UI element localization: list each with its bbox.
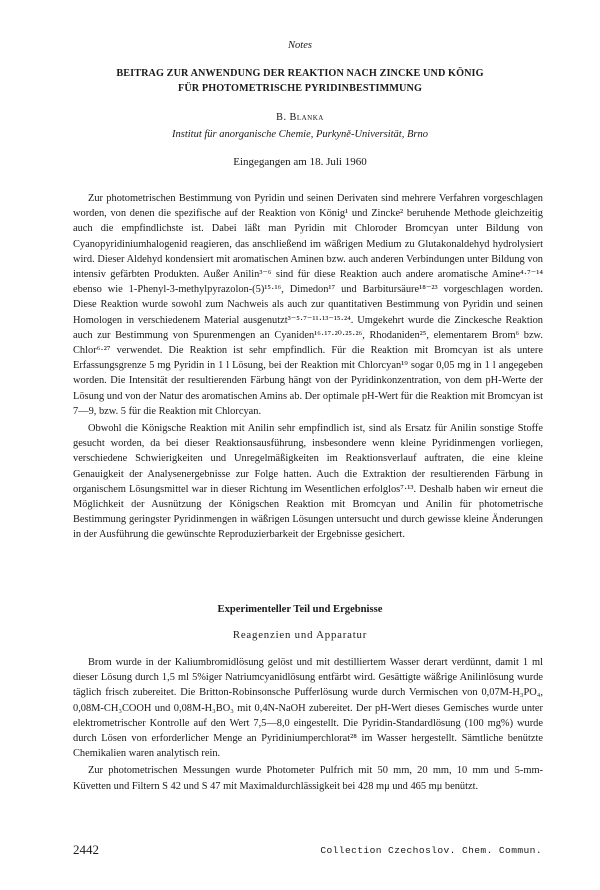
author-name: B. Blanka (276, 112, 324, 123)
page-number: 2442 (73, 842, 99, 857)
experimental-text (73, 655, 543, 796)
received-date: Eingegangen am 18. Juli 1960 (233, 156, 367, 168)
article-title-line-1: BEITRAG ZUR ANWENDUNG DER REAKTION NACH ZINCKE UND KÖNIG (116, 68, 484, 79)
subsection-heading: Reagenzien und Apparatur (232, 629, 368, 641)
introduction-text (73, 191, 543, 545)
paragraph: Zur photometrischen Messungen wurde Photometer Pulfrich mit 50 mm, 20 mm, 10 mm und 5-mm-Küvetten und Filtern S 42 und S 47 mit Maximaldurchlässigkeit bei 428 mμ und 465 mμ benützt. (73, 765, 543, 792)
journal-name: Collection Czechoslov. Chem. Commun. (320, 845, 542, 856)
paragraph: Zur photometrischen Bestimmung von Pyridin und seinen Derivaten sind mehrere Verfahren vorgeschlagen worden, von denen die spezifische auf der Reaktion von König¹ und Zincke² beruhende Methode gleichzeitig auch die empfindlichste ist. Dabei läßt man Pyridin mit Chloroder Bromcyan unter Bildung von Cyanopyridiniumhalogenid reagieren, das anschließend im wäßrigen Medium zu Glutakonaldehyd hydrolysiert wird. Dieser Aldehyd kondensiert mit aromatischen Aminen bzw. auch anderen Verbindungen unter Bildung von intensiv gefärbten Produkten. Außer Anilin³⁻⁶ sind für diese Reaktion auch andere aromatische Amine⁴·⁷⁻¹⁴ ebenso wie 1-Phenyl-3-methylpyrazolon-(5)¹⁵·¹⁶, Dimedon¹⁷ und Barbitursäure¹⁸⁻²³ vorgeschlagen worden. Diese Reaktion wurde sowohl zum Nachweis als auch zur quantitativen Bestimmung von Pyridin und seinen Homologen in verschiedenem Material ausgenutzt³⁻⁵·⁷⁻¹¹·¹³⁻¹⁵·²⁴. Umgekehrt wurde die Zinckesche Reaktion auch zur Bestimmung von Spurenmengen an Cyaniden¹⁶·¹⁷·²⁰·²⁵·²⁶, Rhodaniden²⁵, elementarem Brom⁶ bzw. Chlor⁶·²⁷ verwendet. Die Reaktion ist sehr empfindlich. Für die Reaktion mit Bromcyan ist als untere Erfassungsgrenze 5 mg Pyridin in 1 l Lösung, bei der Reaktion mit Chlorcyan¹⁹ sogar 0,05 mg in 1 l angegeben worden. Die Intensität der resultierenden Färbung hängt von der Pyridinkonzentration, von dem pH-Werte der Lösung und von der Natur des aromatischen Amins ab. Der optimale pH-Wert für die Reaktion mit Bromcyan ist 7—9, bzw. 5 für die Reaktion mit Chlorcyan. (73, 193, 543, 417)
article-title (40, 66, 560, 96)
article-title-line-2: FÜR PHOTOMETRISCHE PYRIDINBESTIMMUNG (178, 83, 422, 94)
author-affiliation: Institut für anorganische Chemie, Purkyně-Universität, Brno (172, 129, 428, 140)
paragraph: Obwohl die Königsche Reaktion mit Anilin sehr empfindlich ist, sind als Ersatz für Anilin sonstige Stoffe gesucht worden, da bei dieser Reaktionsausführung, insbesondere wenn kleine Pyridinmengen vorliegen, verschiedene Schwierigkeiten und Unregelmäßigkeiten im Reaktionsverlauf auftraten, die eine kleine Genauigkeit der Analysenergebnisse zur Folge hatten. Auch die Extraktion der resultierenden Färbung in organischem Lösungsmittel war in dieser Richtung im Wesentlichen erfolglos⁷·¹³. Deshalb haben wir erneut die Möglichkeit der Ausnützung der Königschen Reaktion mit Bromcyan und Anilin für photometrische Bestimmung geringster Pyridinmengen in wäßrigen Lösungen untersucht und durch gewisse kleine Änderungen in der Ausführung die gewünschte Reproduzierbarkeit der Ergebnisse gesichert. (73, 423, 543, 541)
section-heading: Experimenteller Teil und Ergebnisse (217, 604, 383, 615)
paragraph: Brom wurde in der Kaliumbromidlösung gelöst und mit destilliertem Wasser derart verdünnt, damit 1 ml dieser Lösung durch 1,5 ml 5%iger Natriumcyanidlösung entfärbt wird. Gesättigte wäßrige Anilinlösung wurde täglich frisch zubereitet. Die Britton-Robinsonsche Pufferlösung wurde durch Vermischen von 0,07M-H₃PO₄, 0,08M-CH₃COOH und 0,08M-H₃BO₃ mit 0,4N-NaOH zubereitet. Der pH-Wert dieses Gemisches wurde unter elektrometrischer Kontrolle auf den Wert 7,5—8,0 eingestellt. Die Pyridin-Standardlösung (100 mg%) wurde durch Lösen von erforderlicher Menge an Pyridiniumperchlorat²⁸ im Wasser hergestellt. Sämtliche benützte Chemikalien waren analytisch rein. (73, 657, 543, 760)
running-head: Notes (288, 40, 312, 51)
